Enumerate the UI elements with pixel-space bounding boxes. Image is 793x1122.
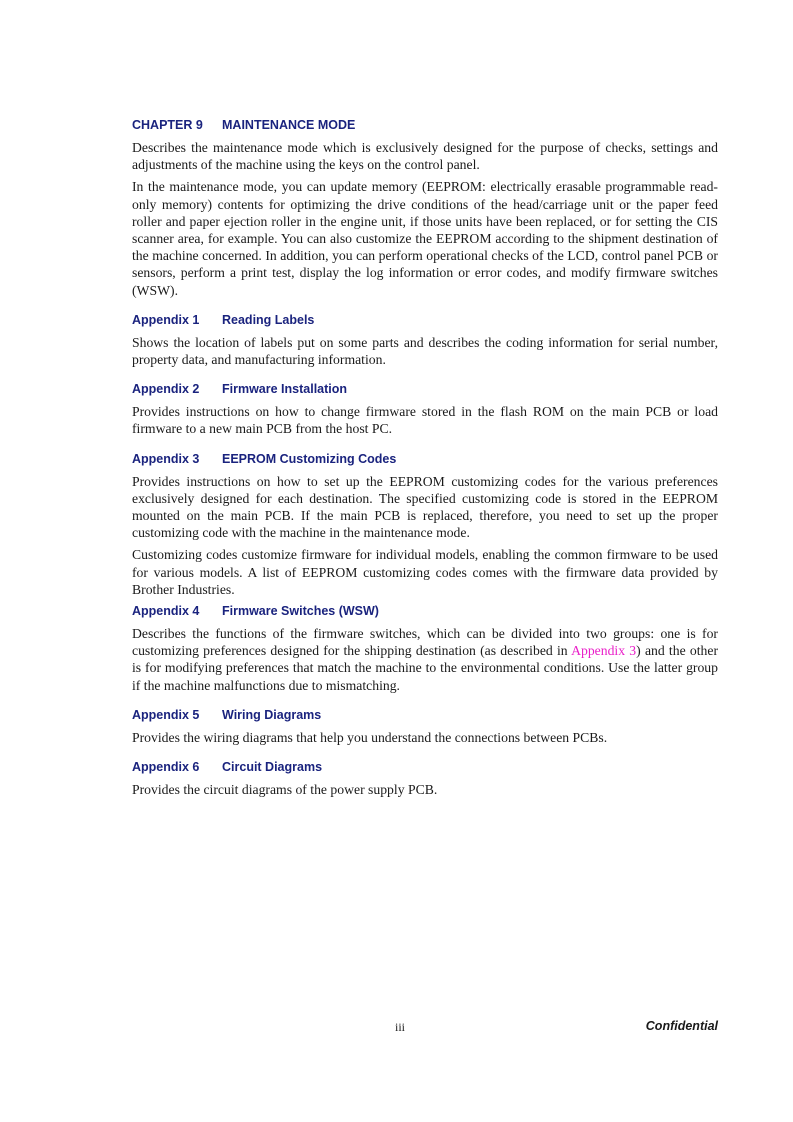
appendix-3-paragraph-1: Provides instructions on how to set up the EEPROM customizing codes for the various preferences exclusively designed for each destination. The specified customizing code is stored in the EEPROM mounted on the main PCB. If the main PCB is replaced, therefore, you need to set up the proper customizing code with the machine in the maintenance mode.	[132, 473, 718, 541]
section-appendix-6	[132, 759, 718, 798]
appendix-6-paragraph: Provides the circuit diagrams of the power supply PCB.	[132, 782, 438, 798]
appendix-6-label: Appendix 6	[132, 760, 200, 775]
chapter-9-paragraph-1: Describes the maintenance mode which is exclusively designed for the purpose of checks, settings and adjustments of the machine using the keys on the control panel.	[132, 140, 718, 173]
appendix-4-text-before: Describes the functions of the firmware switches, which can be divided into two groups: one is for customizing preferences designed for the shipping destination (as described in	[132, 626, 718, 659]
chapter-9-label: CHAPTER 9	[132, 118, 203, 132]
page-content	[132, 117, 718, 803]
section-appendix-3	[132, 451, 718, 598]
appendix-2-label: Appendix 2	[132, 382, 200, 397]
appendix-4-title: Firmware Switches (WSW)	[222, 604, 379, 619]
appendix-1-title: Reading Labels	[222, 312, 315, 327]
appendix-3-link[interactable]: Appendix 3	[571, 643, 637, 659]
appendix-4-paragraph	[132, 625, 718, 694]
appendix-5-paragraph: Provides the wiring diagrams that help you understand the connections between PCBs.	[132, 729, 608, 745]
section-chapter-9	[132, 117, 718, 299]
appendix-3-title: EEPROM Customizing Codes	[222, 451, 397, 466]
page-number: iii	[394, 1020, 405, 1034]
section-appendix-5	[132, 707, 718, 746]
confidential-label: Confidential	[645, 1019, 718, 1033]
appendix-5-title: Wiring Diagrams	[222, 707, 322, 722]
appendix-1-paragraph: Shows the location of labels put on some parts and describes the coding information for serial number, property data, and manufacturing information.	[132, 334, 718, 368]
appendix-4-text-after: ) and the other is for modifying preferences that match the machine to the environmental conditions. Use the latter group if the machine malfunctions due to mismatching.	[132, 643, 719, 693]
section-appendix-1	[132, 312, 718, 368]
chapter-9-paragraph-2: In the maintenance mode, you can update memory (EEPROM: electrically erasable programmable read-only memory) contents for optimizing the drive conditions of the head/carriage unit or the paper feed roller and paper ejection roller in the engine unit, if those units have been replaced, or for setting the CIS scanner area, for example. You can also customize the EEPROM according to the shipment destination of the machine concerned. In addition, you can perform operational checks of the LCD, control panel PCB or sensors, perform a print test, display the log information or error codes, and modify firmware switches (WSW).	[132, 179, 718, 298]
appendix-3-heading	[132, 451, 718, 468]
appendix-2-heading	[132, 381, 718, 398]
appendix-4-label: Appendix 4	[132, 604, 200, 619]
section-appendix-4	[132, 603, 718, 694]
appendix-1-label: Appendix 1	[132, 312, 200, 327]
chapter-9-heading	[132, 117, 718, 134]
appendix-6-heading	[132, 759, 718, 776]
appendix-3-paragraph-2: Customizing codes customize firmware for individual models, enabling the common firmware to be used for various models. A list of EEPROM customizing codes comes with the firmware data provided by Brother Industries.	[132, 547, 718, 597]
appendix-4-heading	[132, 603, 718, 620]
appendix-6-title: Circuit Diagrams	[222, 760, 323, 775]
appendix-3-label: Appendix 3	[132, 451, 200, 466]
appendix-2-title: Firmware Installation	[222, 382, 348, 397]
appendix-5-label: Appendix 5	[132, 707, 200, 722]
chapter-9-title: MAINTENANCE MODE	[222, 118, 356, 132]
appendix-5-heading	[132, 707, 718, 724]
appendix-1-heading	[132, 312, 718, 329]
appendix-2-paragraph: Provides instructions on how to change firmware stored in the flash ROM on the main PCB or load firmware to a new main PCB from the host PC.	[132, 404, 718, 437]
section-appendix-2	[132, 381, 718, 437]
